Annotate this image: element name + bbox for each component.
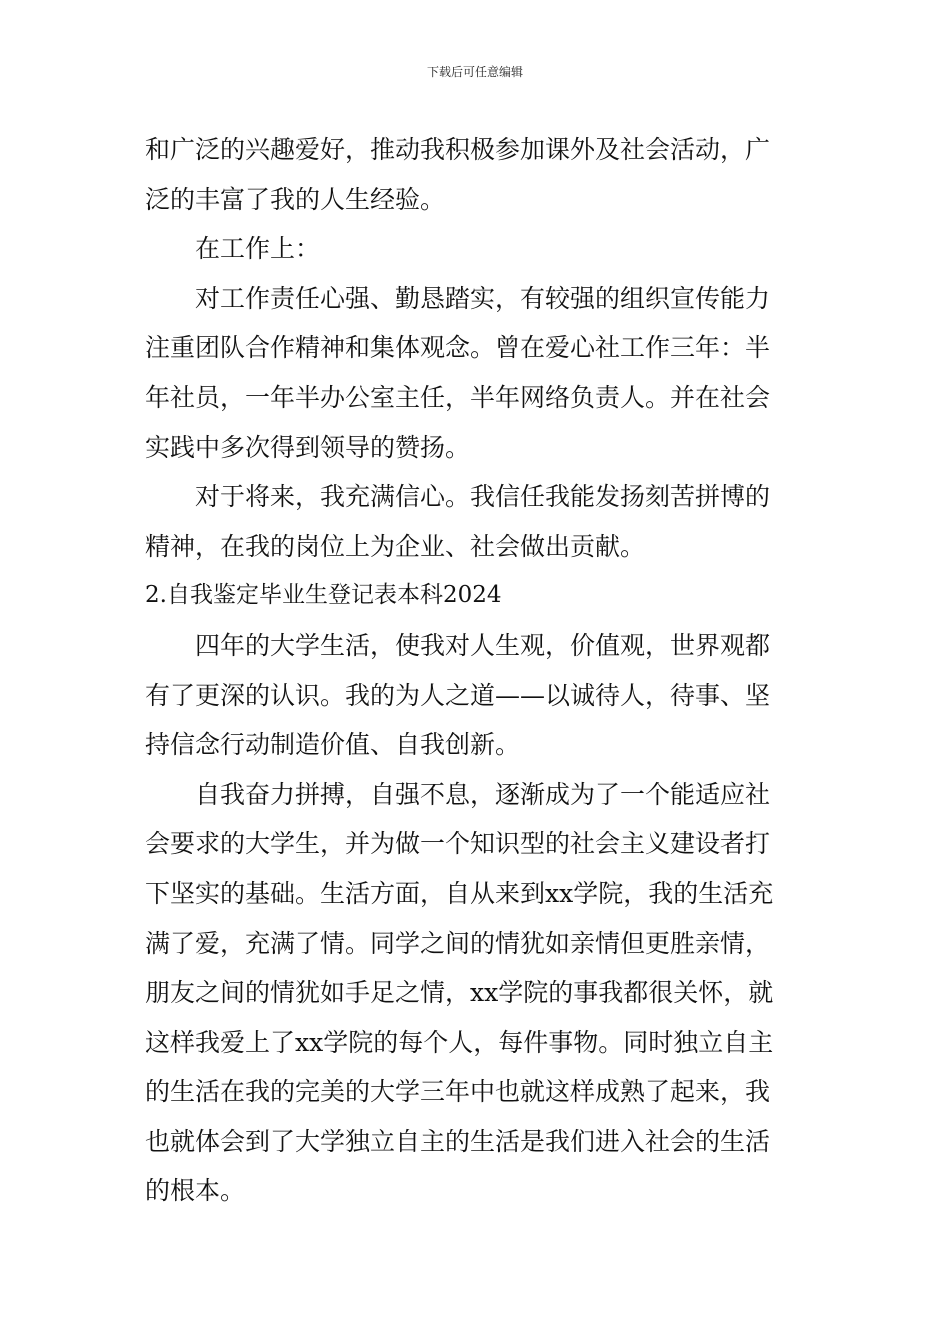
text-line: 会要求的大学生，并为做一个知识型的社会主义建设者打 bbox=[145, 829, 771, 859]
page-header-note: 下载后可任意编辑 bbox=[426, 65, 523, 79]
text-line: 的生活在我的完美的大学三年中也就这样成熟了起来，我 bbox=[145, 1077, 771, 1107]
text-line: 下坚实的基础。生活方面，自从来到xx学院，我的生活充 bbox=[145, 878, 774, 908]
text-line: 注重团队合作精神和集体观念。曾在爱心社工作三年：半 bbox=[145, 333, 771, 363]
text-line: 自我奋力拼搏，自强不息，逐渐成为了一个能适应社 bbox=[145, 779, 771, 809]
text-line: 朋友之间的情犹如手足之情，xx学院的事我都很关怀，就 bbox=[145, 978, 774, 1008]
text-line: 持信念行动制造价值、自我创新。 bbox=[145, 730, 521, 760]
text-line: 的根本。 bbox=[145, 1176, 246, 1206]
text-line: 也就体会到了大学独立自主的生活是我们进入社会的生活 bbox=[145, 1126, 771, 1156]
text-line: 对于将来，我充满信心。我信任我能发扬刻苦拼博的 bbox=[145, 482, 771, 512]
section-heading: 2.自我鉴定毕业生登记表本科2024 bbox=[145, 582, 502, 609]
text-line: 这样我爱上了xx学院的每个人，每件事物。同时独立自主 bbox=[145, 1027, 774, 1057]
text-line: 精神，在我的岗位上为企业、社会做出贡献。 bbox=[145, 531, 646, 561]
text-line: 实践中多次得到领导的赞扬。 bbox=[145, 432, 471, 462]
text-line: 泛的丰富了我的人生经验。 bbox=[145, 184, 446, 214]
document-body bbox=[145, 125, 810, 1216]
text-line: 对工作责任心强、勤恳踏实，有较强的组织宣传能力 bbox=[145, 283, 771, 313]
text-line: 四年的大学生活，使我对人生观，价值观，世界观都 bbox=[145, 630, 771, 660]
text-line: 有了更深的认识。我的为人之道——以诚待人，待事、坚 bbox=[145, 680, 771, 710]
text-line: 满了爱，充满了情。同学之间的情犹如亲情但更胜亲情， bbox=[145, 928, 771, 958]
text-line: 和广泛的兴趣爱好，推动我积极参加课外及社会活动，广 bbox=[145, 135, 771, 164]
text-line: 年社员，一年半办公室主任，半年网络负责人。并在社会 bbox=[145, 382, 771, 412]
text-line: 在工作上： bbox=[145, 234, 321, 264]
